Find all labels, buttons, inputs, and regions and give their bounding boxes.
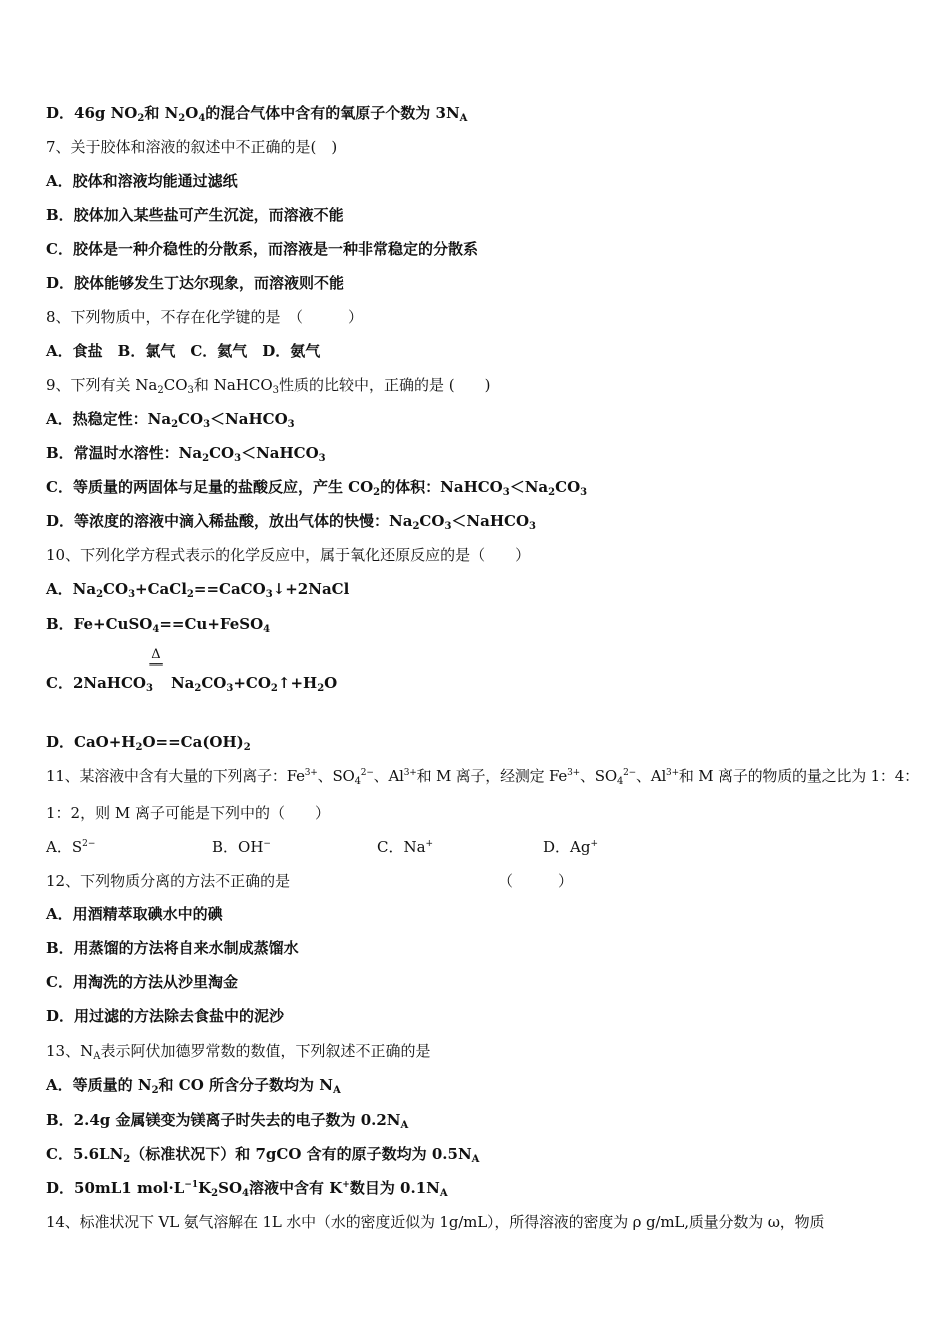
- q12-stem: 12、下列物质分离的方法不正确的是: [46, 872, 291, 890]
- q7-option-c: C．胶体是一种介稳性的分散系，而溶液是一种非常稳定的分散系: [46, 240, 478, 258]
- q7-option-d: D．胶体能够发生丁达尔现象，而溶液则不能: [46, 274, 345, 292]
- q10-stem: 10、下列化学方程式表示的化学反应中，属于氧化还原反应的是（ ）: [46, 546, 531, 564]
- q9-option-a: A．热稳定性：$Na_2CO_3<NaHCO_3$: [46, 410, 295, 430]
- q11-option-b: B．OH−: [212, 838, 271, 856]
- q14-stem: 14、标准状况下 VL 氨气溶解在 1L 水中（水的密度近似为 1g/mL），所得溶液的密度为 ρ g/mL,质量分数为 ω，物质: [46, 1213, 825, 1231]
- q8-stem: 8、下列物质中，不存在化学键的是 （ ）: [46, 308, 364, 326]
- q9-option-c: C．等质量的两固体与足量的盐酸反应，产生 $CO_2$的体积：$NaHCO_3<Na_2CO_3$: [46, 478, 588, 498]
- q12-option-d: D．用过滤的方法除去食盐中的泥沙: [46, 1007, 285, 1025]
- q6-option-d: D．46g $NO_2$和 $N_2O_4$的混合气体中含有的氧原子个数为 $3N_A$: [46, 104, 468, 124]
- q13-option-a: A．等质量的 $N_2$和 CO 所含分子数均为 $N_A$: [46, 1076, 341, 1096]
- q11-option-a: A．$S^{2-}$: [46, 838, 96, 856]
- q10-option-a: A．$Na_2CO_3+CaCl_2==CaCO_3↓+2NaCl$: [46, 580, 350, 600]
- q10-option-b: B．Fe+CuSO$_4$==Cu+FeSO$_4$: [46, 615, 271, 635]
- q7-option-a: A．胶体和溶液均能通过滤纸: [46, 172, 238, 190]
- q12-option-c: C．用淘洗的方法从沙里淘金: [46, 973, 238, 991]
- q9-stem: 9、下列有关 $Na_2CO_3$和 NaHCO$_3$性质的比较中，正确的是 ( ): [46, 376, 491, 396]
- q13-option-d: D．50mL1 $mol\cdot L^{-1}K_2SO_4$溶液中含有 K+数目为 $0.1N_A$: [46, 1179, 448, 1199]
- q11-option-c: C．Na+: [377, 838, 434, 856]
- q11-stem: 11、某溶液中含有大量的下列离子：$Fe^{3+}$、$SO_4^{2-}$、$Al^{3+}$和 M 离子，经测定 $Fe^{3+}$、$SO_4^{2-}$、$Al^{3+}$和 M 离子的物质的量之比为 1：4：: [46, 767, 919, 787]
- q13-option-b: B．2.4g 金属镁变为镁离子时失去的电子数为 $0.2N_A$: [46, 1111, 409, 1131]
- q7-option-b: B．胶体加入某些盐可产生沉淀，而溶液不能: [46, 206, 344, 224]
- q9-option-d: D．等浓度的溶液中滴入稀盐酸，放出气体的快慢：$Na_2CO_3<NaHCO_3$: [46, 512, 536, 532]
- q7-stem: 7、关于胶体和溶液的叙述中不正确的是( ): [46, 138, 338, 156]
- q11-option-d: D．Ag+: [543, 838, 599, 856]
- heating-symbol: Δ ══: [149, 647, 163, 671]
- q13-stem: 13、$N_A$表示阿伏加德罗常数的数值，下列叙述不正确的是: [46, 1042, 431, 1062]
- q8-options: A．食盐 B．氯气 C．氦气 D．氨气: [46, 342, 321, 360]
- q12-option-a: A．用酒精萃取碘水中的碘: [46, 905, 223, 923]
- q12-option-b: B．用蒸馏的方法将自来水制成蒸馏水: [46, 939, 299, 957]
- q10-option-d: D．$CaO+H_2O==Ca(OH)_2$: [46, 733, 251, 753]
- q11-stem-line2: 1：2，则 M 离子可能是下列中的（ ）: [46, 804, 330, 822]
- q13-option-c: C．$5.6LN_2$（标准状况下）和 7gCO 含有的原子数均为 $0.5N_A$: [46, 1145, 480, 1165]
- q12-answer-paren: （ ）: [498, 872, 574, 890]
- q9-option-b: B．常温时水溶性：$Na_2CO_3<NaHCO_3$: [46, 444, 326, 464]
- q10-option-c: C．2NaHCO$_3$ $Na_2CO_3+CO_2↑+H_2O$: [46, 674, 338, 694]
